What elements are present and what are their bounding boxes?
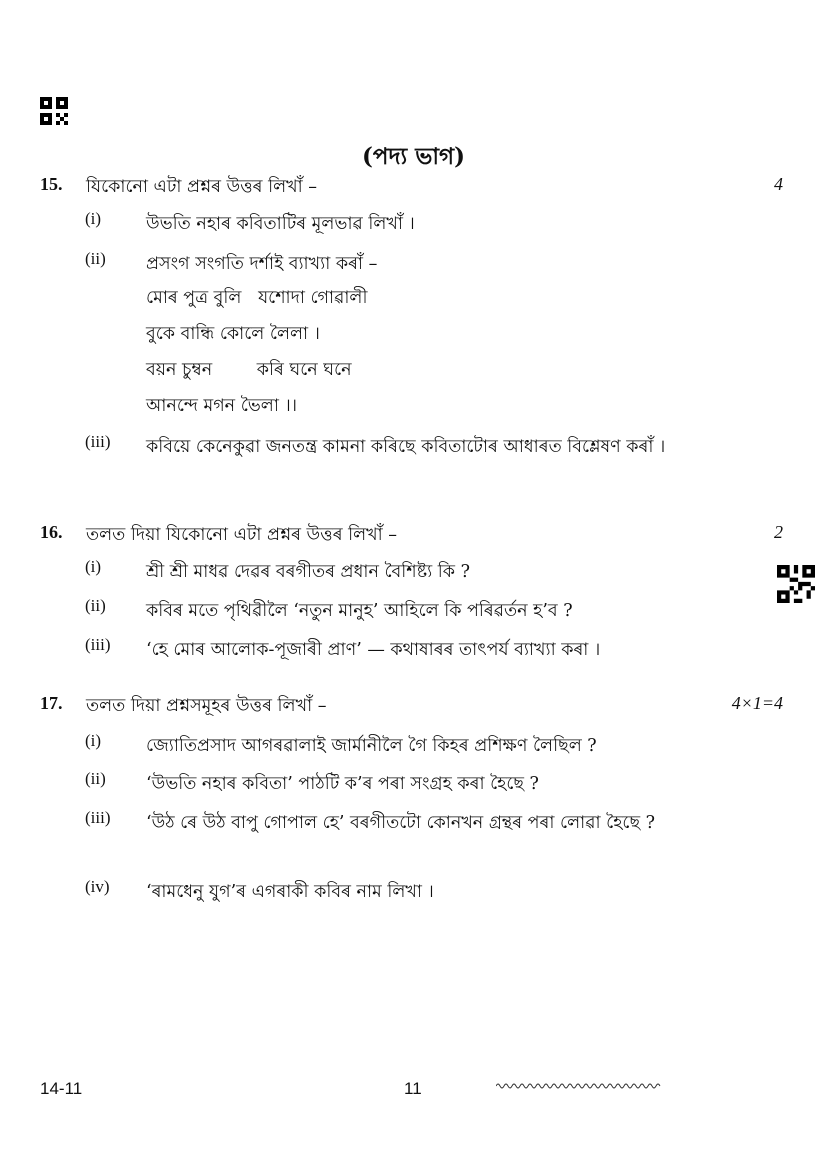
sub-question-number: (iii) xyxy=(85,432,111,451)
poem-line: আনন্দে মগন ভৈলা ।। xyxy=(146,396,297,416)
sub-question-text: ‘উভতি নহাৰ কবিতা’ পাঠটি ক’ৰ পৰা সংগ্ৰহ কৰা হৈছে ? xyxy=(146,774,539,794)
poem-line: বুকে বান্ধি কোলে লৈলা । xyxy=(146,324,320,344)
wavy-line-decoration xyxy=(496,1082,662,1090)
question-text: তলত দিয়া যিকোনো এটা প্ৰশ্নৰ উত্তৰ লিখাঁ – xyxy=(86,525,398,545)
question-number: 15. xyxy=(40,174,63,194)
sub-question-text: ‘ৰামধেনু যুগ’ৰ এগৰাকী কবিৰ নাম লিখা । xyxy=(146,882,434,902)
sub-question-text: ‘হে মোৰ আলোক-পূজাৰী প্ৰাণ’ — কথাষাৰৰ তাৎপৰ্য ব্যাখ্যা কৰা । xyxy=(146,640,601,660)
qr-code-icon xyxy=(40,97,68,125)
sub-question-text: কবিৰ মতে পৃথিৱীলৈ ‘নতুন মানুহ’ আহিলে কি পৰিৱৰ্তন হ’ব ? xyxy=(146,601,573,621)
paper-code: 14-11 xyxy=(40,1079,83,1098)
sub-question-text: কবিয়ে কেনেকুৱা জনতন্ত্ৰ কামনা কৰিছে কবিতাটোৰ আধাৰত বিশ্লেষণ কৰাঁ । xyxy=(146,437,666,457)
poem-line: মোৰ পুত্ৰ বুলি যশোদা গোৱালী xyxy=(146,288,368,308)
sub-question-number: (ii) xyxy=(85,249,106,268)
sub-question-number: (i) xyxy=(85,209,102,228)
page-number: 11 xyxy=(404,1079,422,1098)
question-number: 16. xyxy=(40,522,63,542)
question-text: যিকোনো এটা প্ৰশ্নৰ উত্তৰ লিখাঁ – xyxy=(86,177,318,197)
sub-question-number: (iii) xyxy=(85,808,111,827)
sub-question-number: (i) xyxy=(85,557,102,576)
question-marks: 4×1=4 xyxy=(731,693,783,713)
sub-question-text: প্ৰসংগ সংগতি দৰ্শাই ব্যাখ্যা কৰাঁ – xyxy=(146,254,378,274)
sub-question-number: (iii) xyxy=(85,635,111,654)
sub-question-text: উভতি নহাৰ কবিতাটিৰ মূলভাৱ লিখাঁ । xyxy=(146,214,415,234)
question-marks: 2 xyxy=(774,522,783,542)
sub-question-text: শ্ৰী শ্ৰী মাধৱ দেৱৰ বৰগীতৰ প্ৰধান বৈশিষ্ট্য কি ? xyxy=(146,562,470,582)
sub-question-number: (i) xyxy=(85,731,102,750)
sub-question-number: (ii) xyxy=(85,596,106,615)
question-text: তলত দিয়া প্ৰশ্নসমূহৰ উত্তৰ লিখাঁ – xyxy=(86,696,327,716)
question-marks: 4 xyxy=(774,174,783,194)
qr-code-icon xyxy=(777,565,815,603)
section-title: (পদ্য ভাগ) xyxy=(361,143,466,170)
sub-question-text: জ্যোতিপ্ৰসাদ আগৰৱালাই জাৰ্মানীলৈ গৈ কিহৰ প্ৰশিক্ষণ লৈছিল ? xyxy=(146,736,597,756)
sub-question-number: (ii) xyxy=(85,769,106,788)
poem-line: বয়ন চুম্বন কৰি ঘনে ঘনে xyxy=(146,360,352,380)
sub-question-number: (iv) xyxy=(85,877,110,896)
question-number: 17. xyxy=(40,693,63,713)
sub-question-text: ‘উঠ ৰে উঠ বাপু গোপাল হে’ বৰগীতটো কোনখন গ্ৰন্থৰ পৰা লোৱা হৈছে ? xyxy=(146,813,655,833)
